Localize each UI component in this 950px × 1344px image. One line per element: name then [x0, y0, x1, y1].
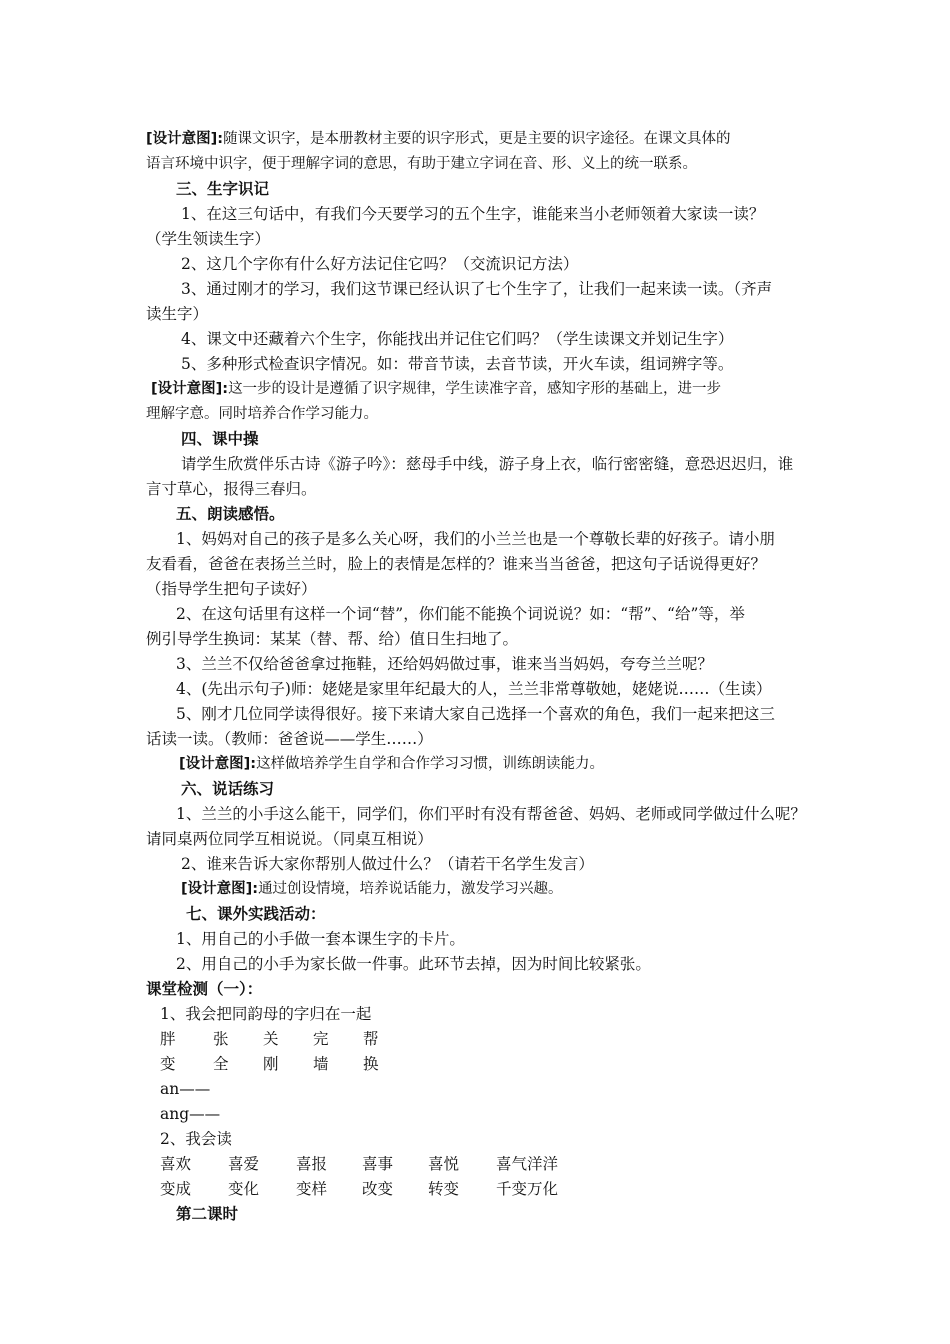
text-line: 2、这几个字你有什么好方法记住它吗？（交流识记方法）	[181, 255, 579, 273]
section-heading: 七、课外实践活动：	[186, 904, 326, 923]
char-cell: 张	[213, 1030, 229, 1048]
word-cell: 喜报	[296, 1155, 328, 1173]
text-line: 2、我会读	[160, 1130, 232, 1148]
word-cell: 千变万化	[496, 1180, 559, 1198]
text-line: 1、我会把同韵母的字归在一起	[160, 1005, 372, 1023]
char-cell: 全	[213, 1055, 229, 1073]
word-cell: 变化	[228, 1180, 260, 1198]
text-line: 1、在这三句话中，有我们今天要学习的五个生字，谁能来当小老师领着大家读一读？	[181, 205, 765, 223]
design-intent-label: [设计意图]:	[151, 381, 229, 397]
word-cell: 改变	[362, 1180, 394, 1198]
design-intent-text: 这样做培养学生自学和合作学习习惯，训练朗读能力。	[256, 756, 605, 772]
text-line: （指导学生把句子读好）	[146, 580, 317, 598]
word-cell: 喜欢	[160, 1155, 192, 1173]
text-line: 2、谁来告诉大家你帮别人做过什么？（请若干名学生发言）	[181, 855, 594, 873]
word-cell: 喜事	[362, 1155, 394, 1173]
text-line: 4、课文中还藏着六个生字，你能找出并记住它们吗？（学生读课文并划记生字）	[181, 330, 734, 348]
text-line: 友看看，爸爸在表扬兰兰时，脸上的表情是怎样的？谁来当当爸爸，把这句子话说得更好？	[146, 555, 767, 573]
design-intent-label: [设计意图]:	[146, 131, 224, 147]
char-cell: 完	[313, 1030, 329, 1048]
char-cell: 变	[160, 1055, 176, 1073]
char-cell: 帮	[363, 1030, 379, 1048]
section-heading: 四、课中操	[181, 429, 259, 448]
text-line	[179, 753, 604, 775]
section-heading: 三、生字识记	[176, 179, 270, 198]
design-intent-text: 随课文识字，是本册教材主要的识字形式，更是主要的识字途径。在课文具体的	[223, 131, 731, 147]
design-intent-label: [设计意图]:	[181, 881, 259, 897]
rhyme-blank: an——	[160, 1080, 211, 1098]
text-line: 话读一读。（教师：爸爸说——学生……）	[146, 730, 433, 748]
text-line: 5、刚才几位同学读得很好。接下来请大家自己选择一个喜欢的角色，我们一起来把这三	[176, 705, 775, 723]
rhyme-blank: ang——	[160, 1105, 221, 1123]
word-cell: 喜悦	[428, 1155, 460, 1173]
design-intent-text: 这一步的设计是遵循了识字规律，学生读准字音，感知字形的基础上，进一步	[228, 381, 722, 397]
word-cell: 喜气洋洋	[496, 1155, 559, 1173]
char-cell: 换	[363, 1055, 379, 1073]
section-heading: 六、说话练习	[181, 779, 275, 798]
text-line	[146, 128, 731, 150]
word-cell: 喜爱	[228, 1155, 260, 1173]
section-heading: 课堂检测（一）：	[146, 979, 263, 998]
section-heading: 第二课时	[176, 1204, 239, 1223]
text-line: 3、通过刚才的学习，我们这节课已经认识了七个生字了，让我们一起来读一读。（齐声	[181, 280, 773, 298]
design-intent-label: [设计意图]:	[179, 756, 257, 772]
text-line	[181, 878, 563, 900]
design-intent-text: 通过创设情境，培养说话能力，激发学习兴趣。	[258, 881, 563, 897]
text-line: 1、用自己的小手做一套本课生字的卡片。	[176, 930, 465, 948]
text-line: 请同桌两位同学互相说说。（同桌互相说）	[146, 830, 433, 848]
text-line	[151, 378, 721, 400]
char-cell: 墙	[313, 1055, 329, 1073]
text-line: 请学生欣赏伴乐古诗《游子吟》：慈母手中线，游子身上衣，临行密密缝，意恐迟迟归，谁	[181, 455, 794, 473]
text-line: （学生领读生字）	[146, 230, 271, 248]
text-line: 读生字）	[146, 305, 209, 323]
text-line: 语言环境中识字，便于理解字词的意思，有助于建立字词在音、形、义上的统一联系。	[146, 156, 697, 172]
char-cell: 关	[263, 1030, 279, 1048]
word-cell: 转变	[428, 1180, 460, 1198]
char-cell: 刚	[263, 1055, 279, 1073]
text-line: 2、用自己的小手为家长做一件事。此环节去掉，因为时间比较紧张。	[176, 955, 651, 973]
word-cell: 变样	[296, 1180, 328, 1198]
text-line: 言寸草心，报得三春归。	[146, 480, 317, 498]
char-cell: 胖	[160, 1030, 176, 1048]
text-line: 例引导学生换词：某某（替、帮、给）值日生扫地了。	[146, 630, 519, 648]
text-line: 理解字意。同时培养合作学习能力。	[146, 406, 378, 422]
text-line: 5、多种形式检查识字情况。如：带音节读，去音节读，开火车读，组词辨字等。	[181, 355, 734, 373]
text-line: 1、兰兰的小手这么能干，同学们，你们平时有没有帮爸爸、妈妈、老师或同学做过什么呢？	[176, 805, 806, 823]
text-line: 1、妈妈对自己的孩子是多么关心呀，我们的小兰兰也是一个尊敬长辈的好孩子。请小朋	[176, 530, 775, 548]
text-line: 2、在这句话里有这样一个词“替”，你们能不能换个词说说？如：“帮”、“给”等，举	[176, 605, 745, 623]
text-line: 4、(先出示句子)师：姥姥是家里年纪最大的人，兰兰非常尊敬她，姥姥说……（生读）	[176, 680, 772, 698]
section-heading: 五、朗读感悟。	[176, 504, 285, 523]
word-cell: 变成	[160, 1180, 192, 1198]
text-line: 3、兰兰不仅给爸爸拿过拖鞋，还给妈妈做过事，谁来当当妈妈，夸夸兰兰呢？	[176, 655, 713, 673]
